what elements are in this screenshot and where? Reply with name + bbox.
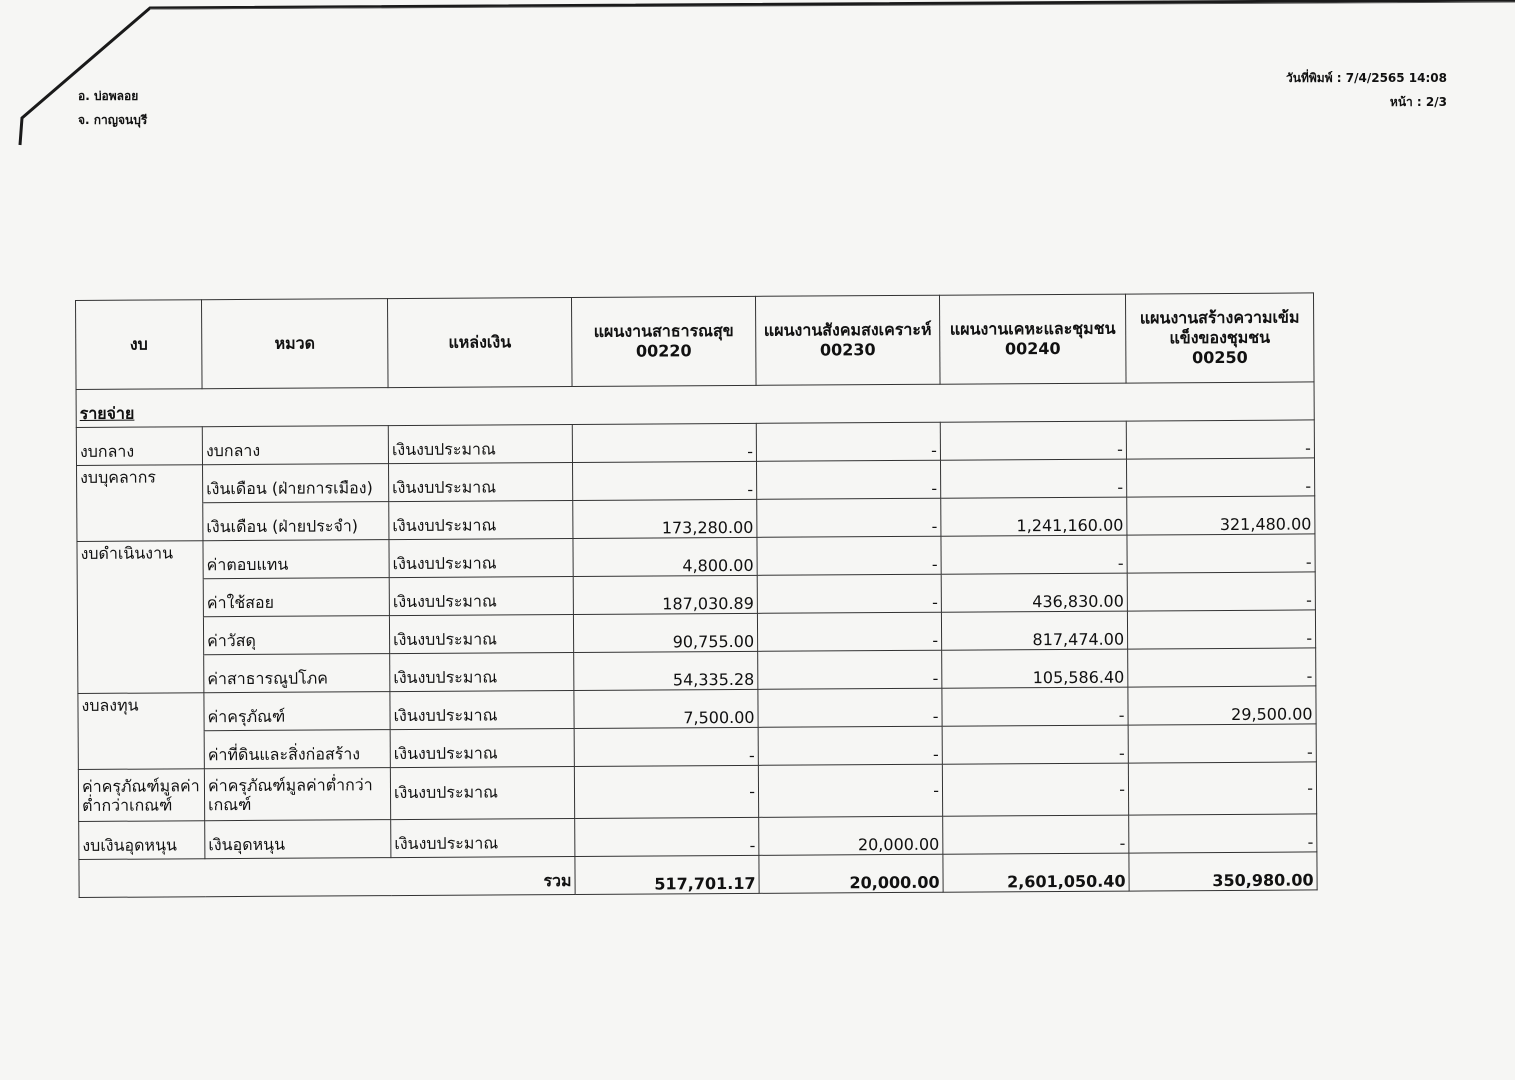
value-cell-00220: 7,500.00: [574, 689, 758, 728]
category-cell: ค่าครุภัณฑ์: [204, 692, 390, 731]
value-cell-00230: 20,000.00: [759, 816, 943, 855]
budget-cell: งบกลาง: [76, 427, 202, 466]
source-cell: เงินงบประมาณ: [390, 766, 574, 819]
value-cell-00230: -: [758, 764, 942, 817]
value-cell-00250: -: [1128, 762, 1316, 815]
category-cell: ค่าสาธารณูปโภค: [204, 654, 390, 693]
value-cell-00240: -: [940, 459, 1126, 498]
source-cell: เงินงบประมาณ: [390, 690, 574, 729]
value-cell-00240: 105,586.40: [942, 649, 1128, 688]
category-cell: ค่าตอบแทน: [203, 540, 389, 579]
value-cell-00230: -: [758, 688, 942, 727]
print-date: วันที่พิมพ์ : 7/4/2565 14:08: [1286, 71, 1447, 85]
value-cell-00230: -: [757, 574, 941, 613]
value-cell-00230: -: [756, 460, 940, 499]
budget-cell: งบเงินอุดหนุน: [79, 821, 205, 860]
source-cell: เงินงบประมาณ: [389, 614, 573, 653]
col-header-budget: งบ: [76, 300, 203, 390]
total-00230: 20,000.00: [759, 854, 943, 893]
value-cell-00250: -: [1128, 724, 1316, 763]
category-cell: เงินอุดหนุน: [205, 820, 391, 859]
value-cell-00220: -: [574, 727, 758, 766]
value-cell-00230: -: [758, 650, 942, 689]
value-cell-00220: -: [573, 461, 757, 500]
value-cell-00240: -: [941, 535, 1127, 574]
value-cell-00230: -: [757, 498, 941, 537]
value-cell-00220: 173,280.00: [573, 499, 757, 538]
table-header-row: [76, 293, 1315, 390]
total-00220: 517,701.17: [575, 855, 759, 894]
plan-name: แผนงานสร้างความเข้มแข็งของชุมชน: [1139, 307, 1300, 348]
plan-code: 00250: [1191, 347, 1248, 368]
col-header-category: หมวด: [202, 299, 389, 389]
value-cell-00220: 4,800.00: [573, 537, 757, 576]
col-header-plan-00230: [755, 295, 940, 385]
budget-table: [75, 292, 1318, 898]
total-label: รวม: [79, 856, 575, 897]
source-cell: เงินงบประมาณ: [389, 500, 573, 539]
district-label: อ. บ่อพลอย: [78, 89, 139, 103]
category-cell: เงินเดือน (ฝ่ายประจำ): [203, 502, 389, 541]
source-cell: เงินงบประมาณ: [389, 538, 573, 577]
value-cell-00250: -: [1126, 458, 1314, 497]
header-location: [78, 84, 147, 132]
budget-cell: ค่าครุภัณฑ์มูลค่าต่ำกว่าเกณฑ์: [78, 769, 204, 822]
budget-cell: งบบุคลากร: [77, 465, 203, 504]
plan-name: แผนงานเคหะและชุมชน: [949, 318, 1116, 339]
province-label: จ. กาญจนบุรี: [78, 113, 148, 127]
value-cell-00250: -: [1127, 610, 1315, 649]
budget-cell: [77, 503, 203, 542]
value-cell-00220: -: [572, 423, 756, 462]
value-cell-00250: -: [1127, 534, 1315, 573]
plan-code: 00230: [819, 340, 876, 360]
value-cell-00240: 436,830.00: [941, 573, 1127, 612]
value-cell-00220: -: [575, 817, 759, 856]
col-header-plan-00240: [939, 294, 1126, 384]
value-cell-00220: 187,030.89: [573, 575, 757, 614]
value-cell-00240: -: [942, 763, 1128, 816]
budget-cell: [77, 579, 203, 618]
value-cell-00240: -: [943, 815, 1129, 854]
table-row: [78, 762, 1316, 822]
total-00250: 350,980.00: [1129, 852, 1317, 891]
category-cell: ค่าใช้สอย: [203, 578, 389, 617]
value-cell-00240: -: [942, 725, 1128, 764]
value-cell-00240: -: [942, 687, 1128, 726]
total-00240: 2,601,050.40: [943, 853, 1129, 892]
col-header-source: แหล่งเงิน: [387, 297, 572, 387]
value-cell-00220: 54,335.28: [574, 651, 758, 690]
source-cell: เงินงบประมาณ: [389, 576, 573, 615]
category-cell: ค่าครุภัณฑ์มูลค่าต่ำกว่าเกณฑ์: [204, 768, 390, 821]
source-cell: เงินงบประมาณ: [390, 652, 574, 691]
value-cell-00230: -: [757, 536, 941, 575]
category-cell: งบกลาง: [202, 426, 388, 465]
value-cell-00250: -: [1128, 648, 1316, 687]
page-number: หน้า : 2/3: [1389, 95, 1447, 109]
budget-cell: [77, 617, 203, 656]
category-cell: ค่าวัสดุ: [203, 616, 389, 655]
plan-name: แผนงานสาธารณสุข: [593, 320, 734, 341]
value-cell-00250: 321,480.00: [1127, 496, 1315, 535]
value-cell-00240: 817,474.00: [941, 611, 1127, 650]
value-cell-00250: 29,500.00: [1128, 686, 1316, 725]
total-row: [79, 852, 1317, 898]
value-cell-00240: -: [940, 421, 1126, 460]
plan-code: 00240: [1004, 338, 1061, 359]
value-cell-00220: -: [574, 765, 758, 818]
budget-cell: งบดำเนินงาน: [77, 541, 203, 580]
value-cell-00250: -: [1129, 814, 1317, 853]
source-cell: เงินงบประมาณ: [390, 728, 574, 767]
header-print-info: [1286, 66, 1447, 114]
budget-cell: [78, 731, 204, 770]
col-header-plan-00220: [571, 296, 756, 386]
section-label: รายจ่าย: [76, 382, 1314, 428]
plan-code: 00220: [635, 341, 692, 361]
source-cell: เงินงบประมาณ: [389, 462, 573, 501]
value-cell-00240: 1,241,160.00: [941, 497, 1127, 536]
category-cell: เงินเดือน (ฝ่ายการเมือง): [203, 464, 389, 503]
value-cell-00250: -: [1126, 420, 1314, 459]
category-cell: ค่าที่ดินและสิ่งก่อสร้าง: [204, 730, 390, 769]
source-cell: เงินงบประมาณ: [388, 424, 572, 463]
value-cell-00250: -: [1127, 572, 1315, 611]
budget-cell: [78, 655, 204, 694]
plan-name: แผนงานสังคมสงเคราะห์: [763, 319, 932, 340]
source-cell: เงินงบประมาณ: [391, 818, 575, 857]
value-cell-00230: -: [756, 422, 940, 461]
value-cell-00220: 90,755.00: [573, 613, 757, 652]
value-cell-00230: -: [757, 612, 941, 651]
value-cell-00230: -: [758, 726, 942, 765]
budget-cell: งบลงทุน: [78, 693, 204, 732]
col-header-plan-00250: [1125, 293, 1314, 383]
